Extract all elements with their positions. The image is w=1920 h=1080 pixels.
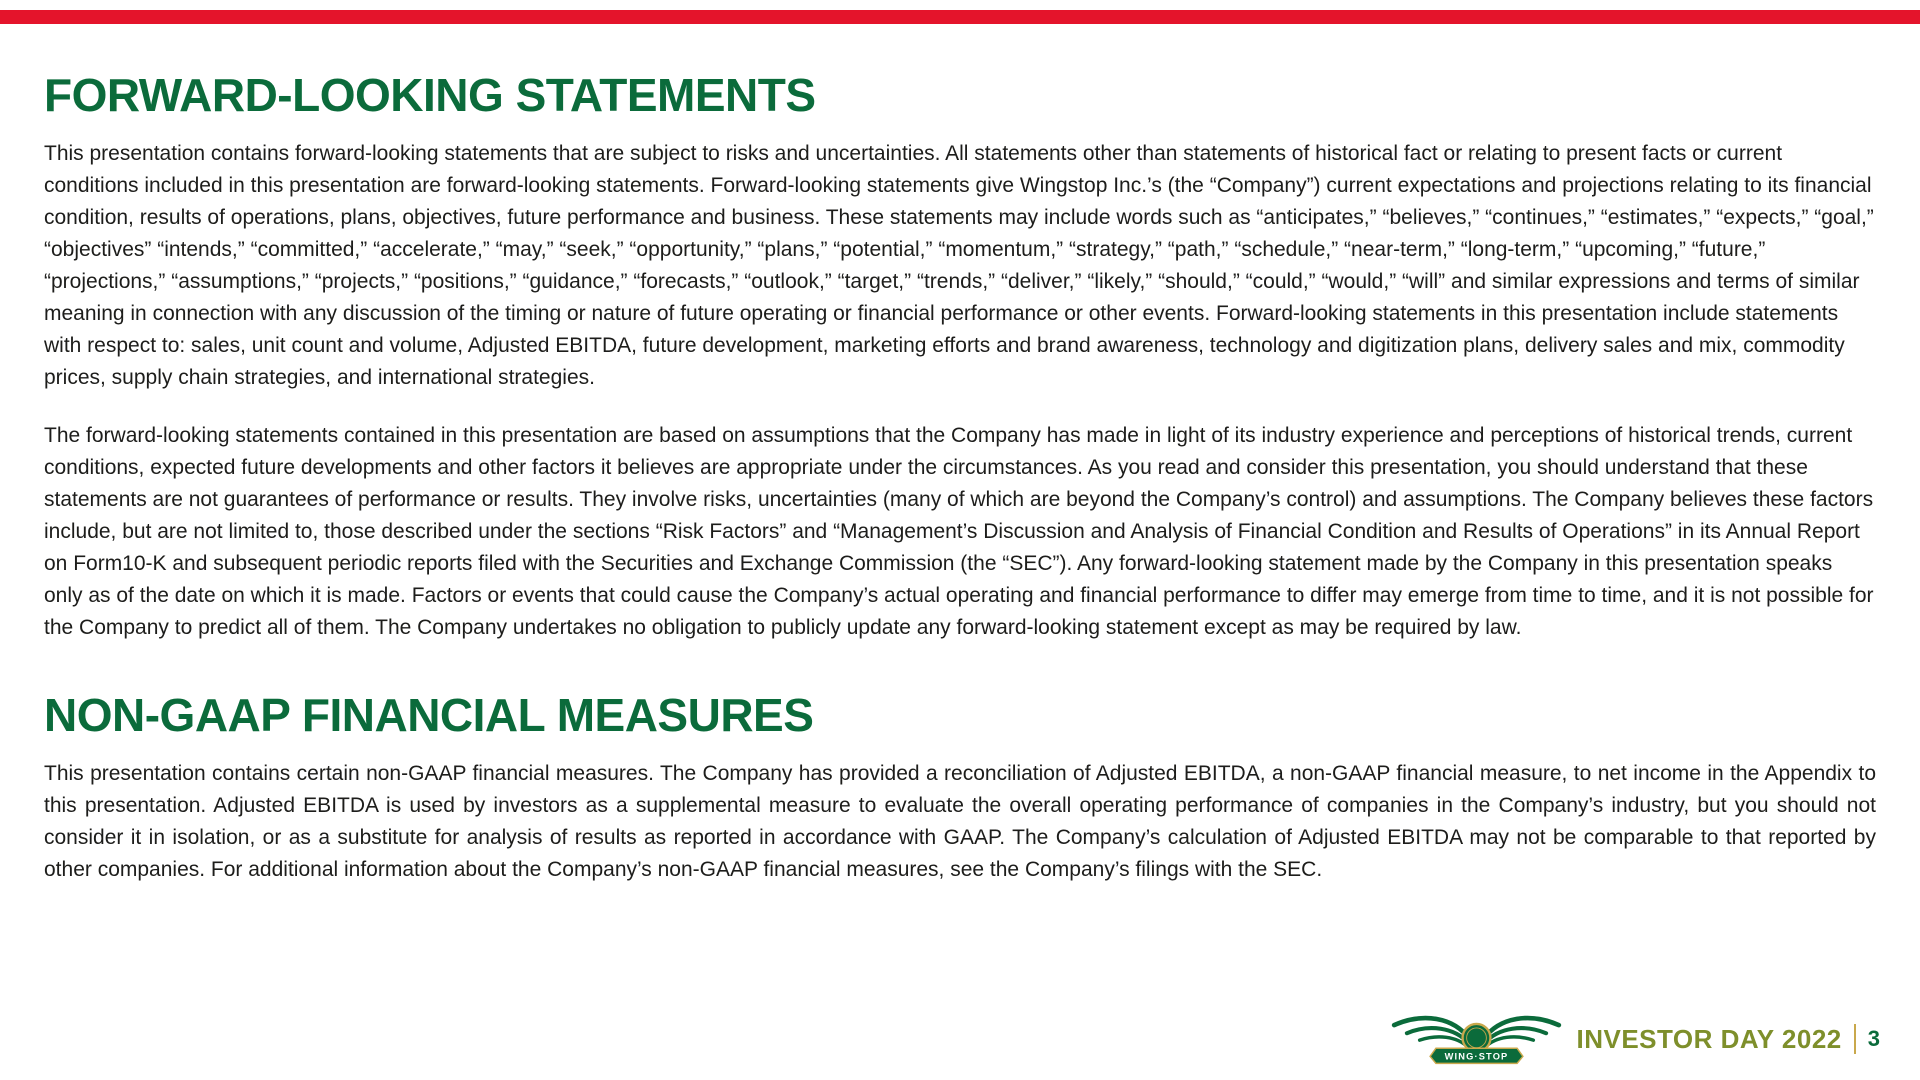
wingstop-logo (1389, 1010, 1564, 1068)
forward-looking-paragraph-1: This presentation contains forward-looking statements that are subject to risks and uncertainties. All statements other than statements of historical fact or relating to present facts or current conditions included in this presentation are forward-looking statements. Forward-looking statements give Wingstop Inc.’s (the “Company”) current expectations and projections relating to its financial condition, results of operations, plans, objectives, future performance and business. These statements may include words such as “anticipates,” “believes,” “continues,” “estimates,” “expects,” “goal,” “objectives” “intends,” “committed,” “accelerate,” “may,” “seek,” “opportunity,” “plans,” “potential,” “momentum,” “strategy,” “path,” “schedule,” “near-term,” “long-term,” “upcoming,” “future,” “projections,” “assumptions,” “projects,” “positions,” “guidance,” “forecasts,” “outlook,” “target,” “trends,” “deliver,” “likely,” “should,” “could,” “would,” “will” and similar expressions and terms of similar meaning in connection with any discussion of the timing or nature of future operating or financial performance or other events. Forward-looking statements in this presentation include statements with respect to: sales, unit count and volume, Adjusted EBITDA, future development, marketing efforts and brand awareness, technology and digitization plans, delivery sales and mix, commodity prices, supply chain strategies, and international strategies. (44, 142, 1874, 389)
footer (1389, 1010, 1880, 1068)
page-number: 3 (1867, 1026, 1880, 1051)
footer-divider (1854, 1024, 1856, 1054)
top-accent-bar (0, 10, 1920, 24)
non-gaap-heading: NON-GAAP FINANCIAL MEASURES (44, 689, 814, 741)
forward-looking-paragraph-2: The forward-looking statements contained in this presentation are based on assumptions that the Company has made in light of its industry experience and perceptions of historical trends, current conditions, expected future developments and other factors it believes are appropriate under the circumstances. As you read and consider this presentation, you should understand that these statements are not guarantees of performance or results. They involve risks, uncertainties (many of which are beyond the Company’s control) and assumptions. The Company believes these factors include, but are not limited to, those described under the sections “Risk Factors” and “Management’s Discussion and Analysis of Financial Condition and Results of Operations” in its Annual Report on Form10-K and subsequent periodic reports filed with the Securities and Exchange Commission (the “SEC”). Any forward-looking statement made by the Company in this presentation speaks only as of the date on which it is made. Factors or events that could cause the Company’s actual operating and financial performance to differ may emerge from time to time, and it is not possible for the Company to predict all of them. The Company undertakes no obligation to publicly update any forward-looking statement except as may be required by law. (44, 424, 1874, 639)
slide-content (44, 24, 1876, 912)
investor-day-label: INVESTOR DAY 2022 (1576, 1023, 1842, 1054)
non-gaap-paragraph: This presentation contains certain non-GAAP financial measures. The Company has provided a reconciliation of Adjusted EBITDA, a non-GAAP financial measure, to net income in the Appendix to this presentation. Adjusted EBITDA is used by investors as a supplemental measure to evaluate the overall operating performance of companies in the Company’s industry, but you should not consider it in isolation, or as a substitute for analysis of results as reported in accordance with GAAP. The Company’s calculation of Adjusted EBITDA may not be comparable to that reported by other companies. For additional information about the Company’s non-GAAP financial measures, see the Company’s filings with the SEC. (44, 762, 1876, 881)
forward-looking-heading: FORWARD-LOOKING STATEMENTS (44, 69, 816, 121)
wingstop-logo-banner-text: WING·STOP (1445, 1051, 1509, 1062)
